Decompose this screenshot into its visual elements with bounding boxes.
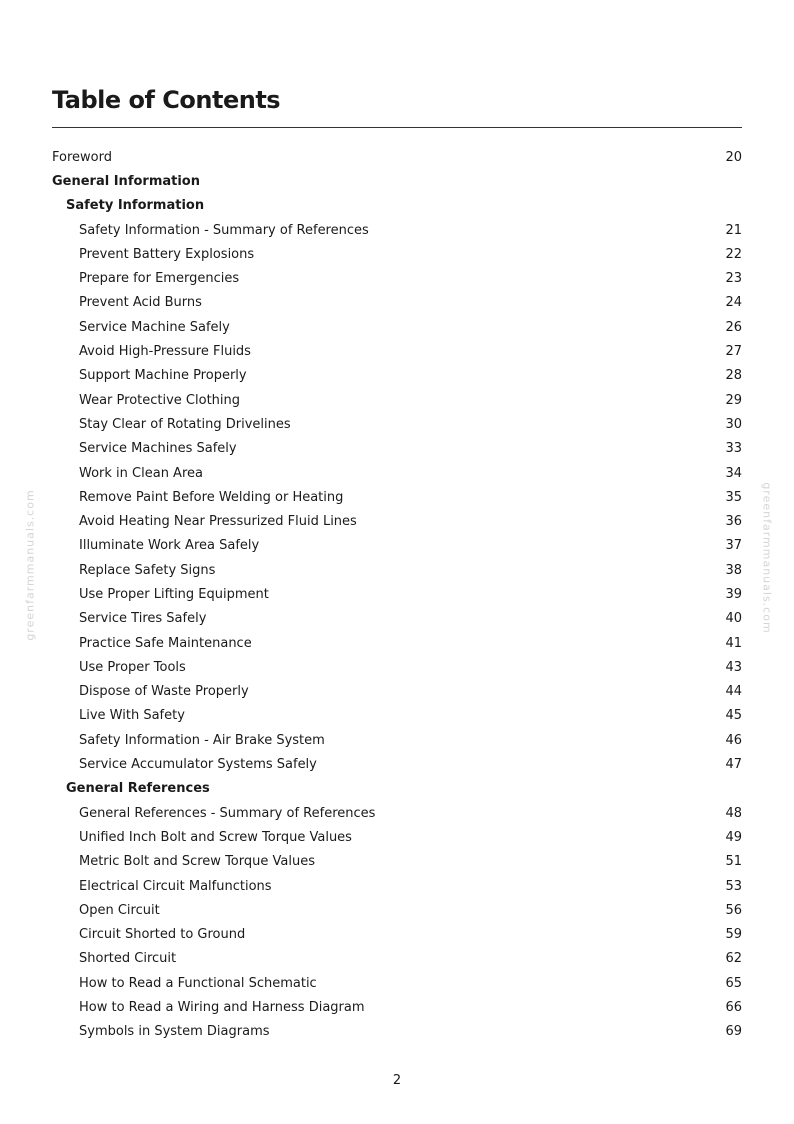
page-number: 2 — [392, 1073, 402, 1088]
toc-entry-page: 22 — [725, 246, 742, 262]
toc-entry-page: 27 — [725, 344, 742, 360]
toc-entry[interactable] — [52, 947, 742, 971]
toc-entry-label: Shorted Circuit — [79, 951, 177, 967]
watermark-left: greenfarmmanuals.com — [23, 489, 37, 641]
toc-entry-label: How to Read a Wiring and Harness Diagram — [79, 1000, 365, 1016]
toc-entry-label: Prevent Acid Burns — [79, 295, 202, 311]
toc-entry-page: 38 — [725, 562, 742, 578]
toc-entry-page: 40 — [725, 611, 742, 627]
toc-entry-label: Safety Information - Summary of References — [79, 222, 369, 238]
toc-entry[interactable] — [52, 1020, 742, 1044]
toc-entry-label: Practice Safe Maintenance — [79, 635, 252, 651]
toc-entry-page: 65 — [725, 975, 742, 991]
toc-entry-label: Illuminate Work Area Safely — [79, 538, 260, 554]
toc-entry-page: 28 — [725, 368, 742, 384]
toc-entry-page: 69 — [725, 1024, 742, 1040]
toc-entry[interactable] — [52, 534, 742, 558]
toc-entry[interactable] — [52, 850, 742, 874]
toc-entry[interactable] — [52, 145, 742, 169]
toc-entry-label: Electrical Circuit Malfunctions — [79, 878, 272, 894]
toc-entry-label: General Information — [52, 173, 200, 189]
toc-entry[interactable] — [52, 655, 742, 679]
toc-entry-label: Unified Inch Bolt and Screw Torque Values — [79, 829, 352, 845]
toc-entry-label: Support Machine Properly — [79, 368, 247, 384]
toc-entry-page: 66 — [725, 1000, 742, 1016]
toc-entry-label: Service Machines Safely — [79, 441, 237, 457]
toc-entry-page: 48 — [725, 805, 742, 821]
toc-entry-label: Safety Information - Air Brake System — [79, 732, 325, 748]
toc-entry-page: 53 — [725, 878, 742, 894]
toc-entry[interactable] — [52, 680, 742, 704]
toc-entry[interactable] — [52, 364, 742, 388]
toc-entry-page: 39 — [725, 586, 742, 602]
toc-entry-page: 20 — [725, 149, 742, 165]
toc-entry-label: Prevent Battery Explosions — [79, 246, 255, 262]
toc-entry-page: 35 — [725, 489, 742, 505]
toc-entry-page: 21 — [725, 222, 742, 238]
toc-entry[interactable] — [52, 266, 742, 290]
toc-entry-label: Use Proper Tools — [79, 659, 186, 675]
toc-section-heading — [52, 194, 742, 218]
toc-entry-page: 62 — [725, 951, 742, 967]
toc-entry-page: 33 — [725, 441, 742, 457]
toc-entry[interactable] — [52, 825, 742, 849]
toc-entry[interactable] — [52, 339, 742, 363]
toc-entry-page: 46 — [725, 732, 742, 748]
toc-entry-label: General References — [66, 781, 210, 797]
toc-entry[interactable] — [52, 582, 742, 606]
toc-entry-page: 29 — [725, 392, 742, 408]
toc-entry[interactable] — [52, 461, 742, 485]
toc-entry-label: General References - Summary of References — [79, 805, 376, 821]
toc-entry[interactable] — [52, 923, 742, 947]
toc-entry-label: Avoid High-Pressure Fluids — [79, 344, 251, 360]
table-of-contents — [52, 145, 742, 1044]
toc-entry-label: Safety Information — [66, 198, 205, 214]
toc-entry-page: 43 — [725, 659, 742, 675]
toc-entry[interactable] — [52, 242, 742, 266]
toc-entry[interactable] — [52, 801, 742, 825]
toc-entry-label: Service Tires Safely — [79, 611, 207, 627]
toc-entry[interactable] — [52, 388, 742, 412]
toc-entry-label: Wear Protective Clothing — [79, 392, 241, 408]
toc-entry[interactable] — [52, 752, 742, 776]
toc-entry-page: 41 — [725, 635, 742, 651]
toc-entry-label: Symbols in System Diagrams — [79, 1024, 270, 1040]
toc-entry-page: 45 — [725, 708, 742, 724]
toc-entry-page: 24 — [725, 295, 742, 311]
toc-entry[interactable] — [52, 218, 742, 242]
toc-entry-label: How to Read a Functional Schematic — [79, 975, 317, 991]
watermark-right: greenfarmmanuals.com — [760, 482, 774, 634]
toc-entry[interactable] — [52, 485, 742, 509]
toc-entry-label: Circuit Shorted to Ground — [79, 927, 246, 943]
toc-entry-label: Use Proper Lifting Equipment — [79, 586, 269, 602]
toc-entry[interactable] — [52, 995, 742, 1019]
toc-entry-page: 56 — [725, 902, 742, 918]
toc-entry[interactable] — [52, 631, 742, 655]
toc-entry-page: 59 — [725, 927, 742, 943]
toc-entry-page: 37 — [725, 538, 742, 554]
toc-entry[interactable] — [52, 874, 742, 898]
toc-section-heading — [52, 777, 742, 801]
toc-entry-page: 49 — [725, 829, 742, 845]
toc-entry-page: 47 — [725, 757, 742, 773]
toc-entry[interactable] — [52, 607, 742, 631]
toc-entry-label: Prepare for Emergencies — [79, 271, 240, 287]
toc-entry-page: 23 — [725, 271, 742, 287]
toc-entry[interactable] — [52, 412, 742, 436]
toc-entry[interactable] — [52, 971, 742, 995]
toc-entry-label: Avoid Heating Near Pressurized Fluid Lines — [79, 514, 357, 530]
toc-entry-label: Service Machine Safely — [79, 319, 230, 335]
toc-entry-page: 44 — [725, 684, 742, 700]
toc-entry-page: 26 — [725, 319, 742, 335]
toc-entry[interactable] — [52, 898, 742, 922]
toc-entry-label: Foreword — [52, 149, 112, 165]
toc-entry[interactable] — [52, 437, 742, 461]
toc-entry-label: Remove Paint Before Welding or Heating — [79, 489, 344, 505]
toc-entry-page: 51 — [725, 854, 742, 870]
title-divider — [52, 127, 742, 128]
toc-entry-label: Live With Safety — [79, 708, 185, 724]
toc-entry[interactable] — [52, 509, 742, 533]
toc-entry-page: 30 — [725, 416, 742, 432]
toc-entry-page: 36 — [725, 514, 742, 530]
toc-entry[interactable] — [52, 728, 742, 752]
toc-entry[interactable] — [52, 315, 742, 339]
toc-entry-label: Work in Clean Area — [79, 465, 203, 481]
toc-entry-label: Open Circuit — [79, 902, 160, 918]
toc-section-heading — [52, 169, 742, 193]
toc-entry[interactable] — [52, 558, 742, 582]
toc-entry-label: Replace Safety Signs — [79, 562, 216, 578]
toc-entry-label: Service Accumulator Systems Safely — [79, 757, 317, 773]
toc-entry-label: Stay Clear of Rotating Drivelines — [79, 416, 291, 432]
toc-entry-label: Dispose of Waste Properly — [79, 684, 249, 700]
toc-entry[interactable] — [52, 704, 742, 728]
page-title: Table of Contents — [52, 86, 281, 114]
toc-entry-page: 34 — [725, 465, 742, 481]
toc-entry[interactable] — [52, 291, 742, 315]
toc-entry-label: Metric Bolt and Screw Torque Values — [79, 854, 315, 870]
